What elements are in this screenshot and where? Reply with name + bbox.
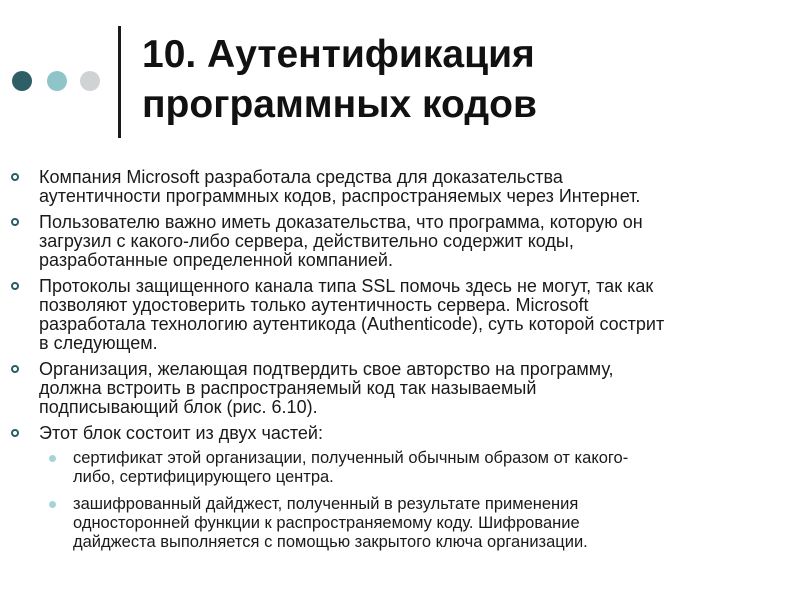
bullet-item (0, 360, 800, 417)
dot-dark-icon (12, 71, 32, 91)
bullet-text-line: Пользователю важно иметь доказательства, что программа, которую он (39, 212, 643, 232)
bullet-text-line: аутентичности программных кодов, распространяемых через Интернет. (39, 186, 641, 206)
bullet-text-line: должна встроить в распространяемый код так называемый (39, 378, 537, 398)
slide-title (142, 30, 782, 130)
bullet-circle-icon (11, 173, 19, 181)
sub-bullet-text-line: либо, сертифицирующего центра. (73, 468, 334, 486)
bullet-text-line: Протоколы защищенного канала типа SSL помочь здесь не могут, так как (39, 276, 654, 296)
sub-bullet-text-line: односторонней функции к распространяемому коду. Шифрование (73, 514, 580, 532)
bullet-circle-icon (11, 218, 19, 226)
bullet-text-line: позволяют удостоверить только аутентичность сервера. Microsoft (39, 295, 589, 315)
sub-bullet-dot-icon (49, 501, 56, 508)
slide-title-line-1: 10. Аутентификация (142, 33, 535, 76)
bullet-item (0, 168, 800, 206)
bullet-text-line: подписывающий блок (рис. 6.10). (39, 397, 318, 417)
sub-bullet-item (37, 449, 780, 487)
bullet-text-line: разработанные определенной компанией. (39, 250, 393, 270)
bullet-text-line: в следующем. (39, 333, 158, 353)
sub-bullet-item (37, 495, 780, 552)
bullet-circle-icon (11, 282, 19, 290)
bullet-text-line: Организация, желающая подтвердить свое авторство на программу, (39, 359, 614, 379)
dot-medium-icon (47, 71, 67, 91)
bullet-text-line: загрузил с какого-либо сервера, действительно содержит коды, (39, 231, 574, 251)
slide-title-line-2: программных кодов (142, 83, 537, 126)
bullet-item (0, 277, 800, 353)
sub-bullet-text-line: дайджеста выполняется с помощью закрытого ключа организации. (73, 533, 588, 551)
sub-bullet-text-line: зашифрованный дайджест, полученный в результате применения (73, 495, 579, 513)
sub-bullet-text-line: сертификат этой организации, полученный обычным образом от какого- (73, 449, 629, 467)
sub-bullet-dot-icon (49, 455, 56, 462)
bullet-circle-icon (11, 365, 19, 373)
bullet-text-line: разработала технологию аутентикода (Authenticode), суть которой сострит (39, 314, 665, 334)
title-divider (118, 26, 121, 138)
bullet-text-line: Этот блок состоит из двух частей: (39, 423, 323, 443)
bullet-item (0, 213, 800, 270)
bullet-circle-icon (11, 429, 19, 437)
bullet-list (0, 168, 800, 552)
slide-body (0, 168, 800, 560)
dot-light-icon (80, 71, 100, 91)
sub-bullet-list (39, 449, 780, 552)
bullet-text-line: Компания Microsoft разработала средства для доказательства (39, 167, 563, 187)
bullet-item (0, 424, 800, 552)
